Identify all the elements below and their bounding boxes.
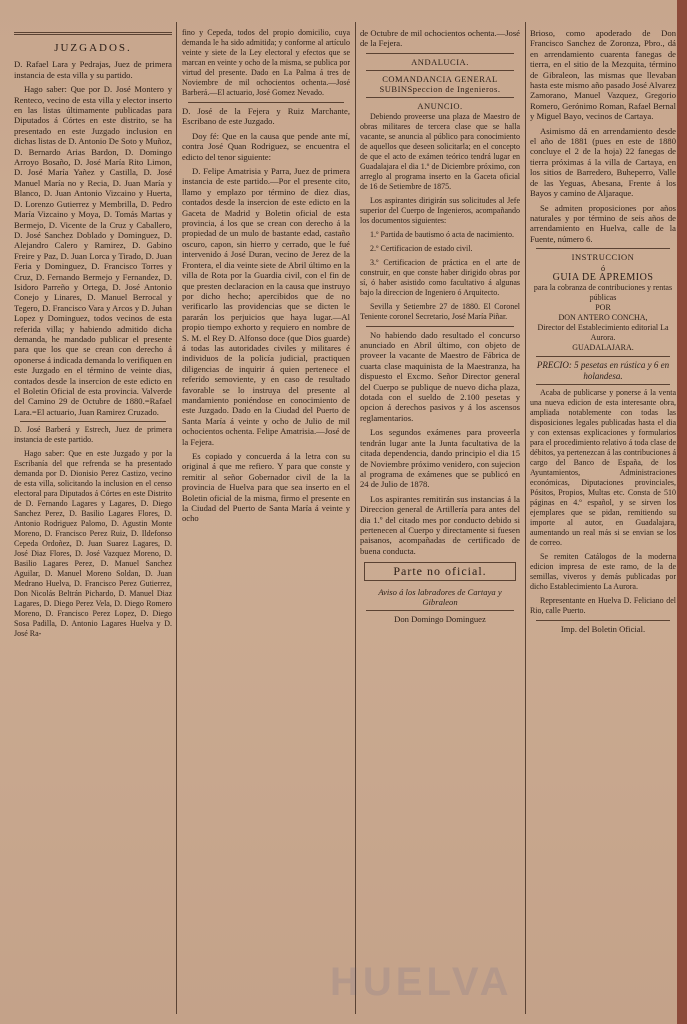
catalog-note: Se remiten Catálogos de la moderna edicion impresa de este ramo, de la de semillas, viveros y demás publicadas por dicho Establecimiento La Aurora. [530,552,676,592]
guia-title: GUIA DE APREMIOS [552,271,654,283]
divider [14,32,172,35]
divider [366,70,514,71]
notice-body: Los segundos exámenes para proveerla tendrán lugar ante la Junta facultativa de la citada dependencia, dando principio el dia 15 de Noviembre próximo venidero, con sujecion al programa de exámenes que se publicó en 24 de Julio de 1878. [360,427,520,490]
divider [536,356,670,357]
requirement-item: 2.º Certificacion de estado civil. [370,243,473,253]
column-2 [182,28,350,1010]
divider [366,53,514,54]
column-4 [530,28,676,1010]
column-rule [355,22,356,1014]
representative-note: Representante en Huelva D. Feliciano del Rio, calle Puerto. [530,596,676,616]
author-name: DON ANTERO CONCHA, [558,313,648,323]
column-rule [525,22,526,1014]
notice-body: Los aspirantes remitirán sus instancias á la Direccion general de Artillería para antes del dia 1.º del citado mes por conducto debido si pertenecen al Cuerpo y directamente si fuesen paisanos, acompañadas de certificado de buena conducta. [360,493,520,556]
column-rule [176,22,177,1014]
divider [366,326,514,327]
divider [366,610,514,611]
page-edge [677,0,687,1024]
edict-body: Hago saber: Que en este Juzgado y por la Escribanía del que refrenda se ha presentado demanda por D. Dionisio Perez Castizo, vecino de esta villa, solicitando la inclusion en el censo electoral para Diputados á Córtes en este Distrito de D. Fernando Lagares y Lagares, D. Diego Sanchez Perez, D. Basilio Lagares Flores, D. Antonio Rodriguez Palomo, D. Agustin Monte Moreno, D. Francisco Perez Ruiz, D. Ildefonso Cepeda Ordoñez, D. Juan Suarez Lagares, D. José Diaz Flores, D. José Vazquez Moreno, D. Basilio Lagares Perez, D. Manuel Sanchez Aguilar, D. Manuel Moreno Soldan, D. Juan Medrano Huelva, D. Francisco Perez Gutierrez, Don Nicolás Beltrán Pichardo, D. Manuel Diaz Lagares, D. Diego Perez Vela, D. Diego Romero Moreno, D. Francisco Perez Lopez, D. Diego Sosa Padilla, D. Antonio Lagares Huelva y D. José Ra- [14,449,172,639]
requirement-item: 1.º Partida de bautismo ó acta de nacimiento. [370,229,514,239]
edict-quote: D. Felipe Amatrisia y Parra, Juez de primera instancia de este partido.—Por el presente cito, llamo y emplazo por término de diez dias, contados desde la insercion de este edicto en la Gaceta de Madrid y Boletin oficial de esta provincia, á los que se crean con derecho á la propiedad de un mulo de bastante edad, castaño oscuro, capon, sin hierro y cerrado, que le fué intervenido á José Duran, vecino de Jerez de la Frontera, el dia veinte siete de Abril último en la villa de Rota por la Guardia civil, con el fin de que presten declaracion en la causa que instruyo por dicho hecho; apercibidos que de no verificarlo las providencias que se dicten le pararán los perjuicios que haya lugar.—Al propio tiempo exhorto y requiero en nombre de S. M. el Rey D. Alfonso doce (que Dios guarde) á todas las autoridades civiles y militares é individuos de la policía judicial, practiquen diligencias de inquirir á quien pertenece el referido semoviente, y en caso de resultado favorable se lo instruya del presente al mandamiento poniéndose en conocimiento de este Juzgado. Dado en la Ciudad del Puerto de Santa María á veinte y ocho de Julio de mil ochocientos ochenta. Felipe Amatrisia.—José de la Fejera. [182,166,350,447]
edict-end: Es copiado y concuerda á la letra con su original á que me refiero. Y para que conste y remitir al señor Gobernador civil de la la provincia de Huelva para que sea inserto en el Boletin oficial de la misma, firmo el presente en la Ciudad del Puerto de Santa María á veinte y ocho [182,451,350,524]
price-description: Acaba de publicarse y ponerse á la venta una nueva edicion de esta interesante obra, ampliada notablemente con todas las disposiciones legales publicadas hasta el dia y con extensas explicaciones y formularios para el procedimiento relativo á toda clase de débitos, ya pertenezcan á las contribuciones á cargo del Banco de España, de los Ayuntamientos, Administraciones económicas, Diputaciones provinciales, Pósitos, Propios, Multas etc. Consta de 510 páginas en 4.º español, y se sirven los ejemplares que se pidan, remitiendo su importe al autor, en Guadalajara, aumentando un real más si se envian se los de correo. [530,388,676,548]
parte-no-oficial-banner: Parte no oficial. [364,562,516,580]
column-1 [14,28,172,1010]
aviso-signature: Don Domingo Dominguez [394,614,486,625]
section-heading: ANDALUCIA. [411,56,469,67]
por-label: POR [595,303,611,313]
instruction-o: ó [600,262,606,273]
requirement-item: 3.º Certificacion de práctica en el arte de construir, en que conste haber dirigido obras por sí, ó haber asistido como facultativo á algunas bajo la direccion de Ingeniero ó Arquitecto. [360,257,520,297]
lease-paragraph: Se admiten proposiciones por años naturales y por término de seis años de arrendamiento en Huelva, calle de la Fuente, número 6. [530,202,676,244]
anuncio-signature: Sevilla y Setiembre 27 de 1880. El Coronel Teniente coronel Secretario, José María Piñar. [360,301,520,321]
edict-title: D. Rafael Lara y Pedrajas, Juez de primera instancia de esta villa y su partido. [14,59,172,80]
divider [20,421,166,422]
notice-body: No habiendo dado resultado el concurso anunciado en Abril último, con objeto de proveer la vacante de Maestro de Fábrica de cuarta clase maquinista de la Maestranza, ha dispuesto el Excmo. Señor Director general del Cuerpo se publique de nuevo dicha plaza, dotada con el sueldo de 2.100 pesetas y opcion á derechos pasivos y á los ascensos reglamentarios. [360,329,520,423]
author-city: GUADALAJARA. [572,343,634,353]
divider [536,384,670,385]
edict-body: Hago saber: Que por D. José Montero y Renteco, vecino de esta villa y elector inserto en las listas últimamente publicadas para Diputados á Córtes en este distrito, se ha presentado en este Juzgado inclusion en dichas listas de D. Antonio De Soto y Muñoz, D. Bernardo Arias Bardon, D. Domingo Arroyo Bosaño, D. José María Rito Limon, D. José María Yañez y Castilla, D. José Manuel María no y Recia, D. Juan María y Blanco, D. Juan Antonio Vizcaino y Huerta, D. Lorenzo Gutierrez y Membrilla, D. Pedro María Vizcaino y Moya, D. Tomás Martas y Bermejo, D. Vicente de la Cruz y Caballero, D. José Sanchez Doblado y Dominguez, D. Alejandro Calero y Ramirez, D. Gabino Freire y Paz, D. Juan Lorca y Tirado, D. Juan Feria y Dominguez, D. Francisco Torres y Cruz, D. Fernando Bermejo y Fernandez, D. Isidoro Parreño y Ortega, D. José Antonio Conejo y Linares, D. Manuel Berrocal y Tegero, D. Francisco Vara y Arcos y D. Juhan Lopez y Dominguez, todos vecinos de esta referida villa; y habiendo admitido dicha demanda, he mandado publicar el presente para que los que se crean con derecho á oponerse á indicada demanda lo verifiquen en este Juzgado en el término de veinte dias, contados desde la insercion de este edicto en el Boletin Oficial de esta provincia. Valverde del Camino 29 de Octubre de 1880.=Rafael Lara.=El actuario, Juan Ramirez Cruzado. [14,84,172,417]
column-3 [360,28,520,1010]
continued-text: de Octubre de mil ochocientos ochenta.—José de la Fejera. [360,28,520,49]
divider [366,97,514,98]
section-heading: JUZGADOS. [54,42,132,54]
instruction-title: INSTRUCCION [571,252,635,263]
imprint: Imp. del Boletin Oficial. [560,624,646,635]
continued-text: fino y Cepeda, todos del propio domicilio, cuya demanda le ha sido admitida; y conforme al artículo veinte y siete de la Ley electoral y efectos que se marcan en veinte y ocho de la misma, se publica por virtud del presente. Dado en La Palma á tres de Noviembre de mil ochocientos ochenta.—José Barberá.—El actuario, José Gomez Nevado. [182,28,350,97]
subsection-heading: COMANDANCIA GENERAL SUBINSpeccion de Ingenieros. [379,74,501,95]
edict-body: Doy fé: Que en la causa que pende ante mí, contra José Quan Rodriguez, se encuentra el edicto del tenor siguiente: [182,130,350,162]
aviso-heading: Aviso á los labradores de Cartaya y Gibraleon [378,586,502,607]
price-line: PRECIO: 5 pesetas en rústica y 6 en holandesa. [536,360,670,381]
continued-text: Brioso, como apoderado de Don Francisco Sanchez de Zoronza, Pbro., dá en arrendamiento cuarenta fanegas de tierra, en el sitio de la Mezquita, término de Gibraleon, las mismas que llevaban hasta este mismo año pasado José Alvarez Zamorano, Manuel Vazquez, Gregorio Romero, Gerónimo Roman, Rafael Bernal y Miguel Bayo, vecinos de Cartaya. [530,28,676,122]
archive-watermark: HUELVA [330,960,513,1004]
guia-subtitle: para la cobranza de contribuciones y rentas públicas [533,283,673,303]
divider [536,248,670,249]
anuncio-heading: ANUNCIO. [417,101,463,112]
anuncio-body: Debiendo proveerse una plaza de Maestro de obras militares de tercera clase que se halla vacante, se anuncia al público para conocimiento de aquellos que deseen solicitarla; en el concepto de que el acto de exámen teórico tendrá lugar en Guadalajara el dia 1.º de Diciembre próximo, con arreglo al programa inserto en la Gaceta oficial de 16 de Setiembre de 1875. [360,111,520,191]
divider [188,102,344,103]
edict-title: D. José Barberá y Estrech, Juez de primera instancia de este partido. [14,425,172,445]
lease-paragraph: Asimismo dá en arrendamiento desde el año de 1881 (pues en este de 1880 concluye el 2 de la hoja) 22 fanegas de tierra próximas á la villa de Cartaya, en los sitios de Barredero, Buheperro, Valle de las Yeguas, Abesana, Frente á los Bayos y camino de Aljaraque. [530,125,676,199]
divider [536,620,670,621]
author-description: Director del Establecimiento editorial La Aurora. [537,323,669,343]
edict-title: D. José de la Fejera y Ruiz Marchante, Escribano de este Juzgado. [182,106,350,127]
anuncio-requirements: Los aspirantes dirigirán sus solicitudes al Jefe superior del Cuerpo de Ingenieros, acompañando los documentos siguientes: [360,195,520,225]
